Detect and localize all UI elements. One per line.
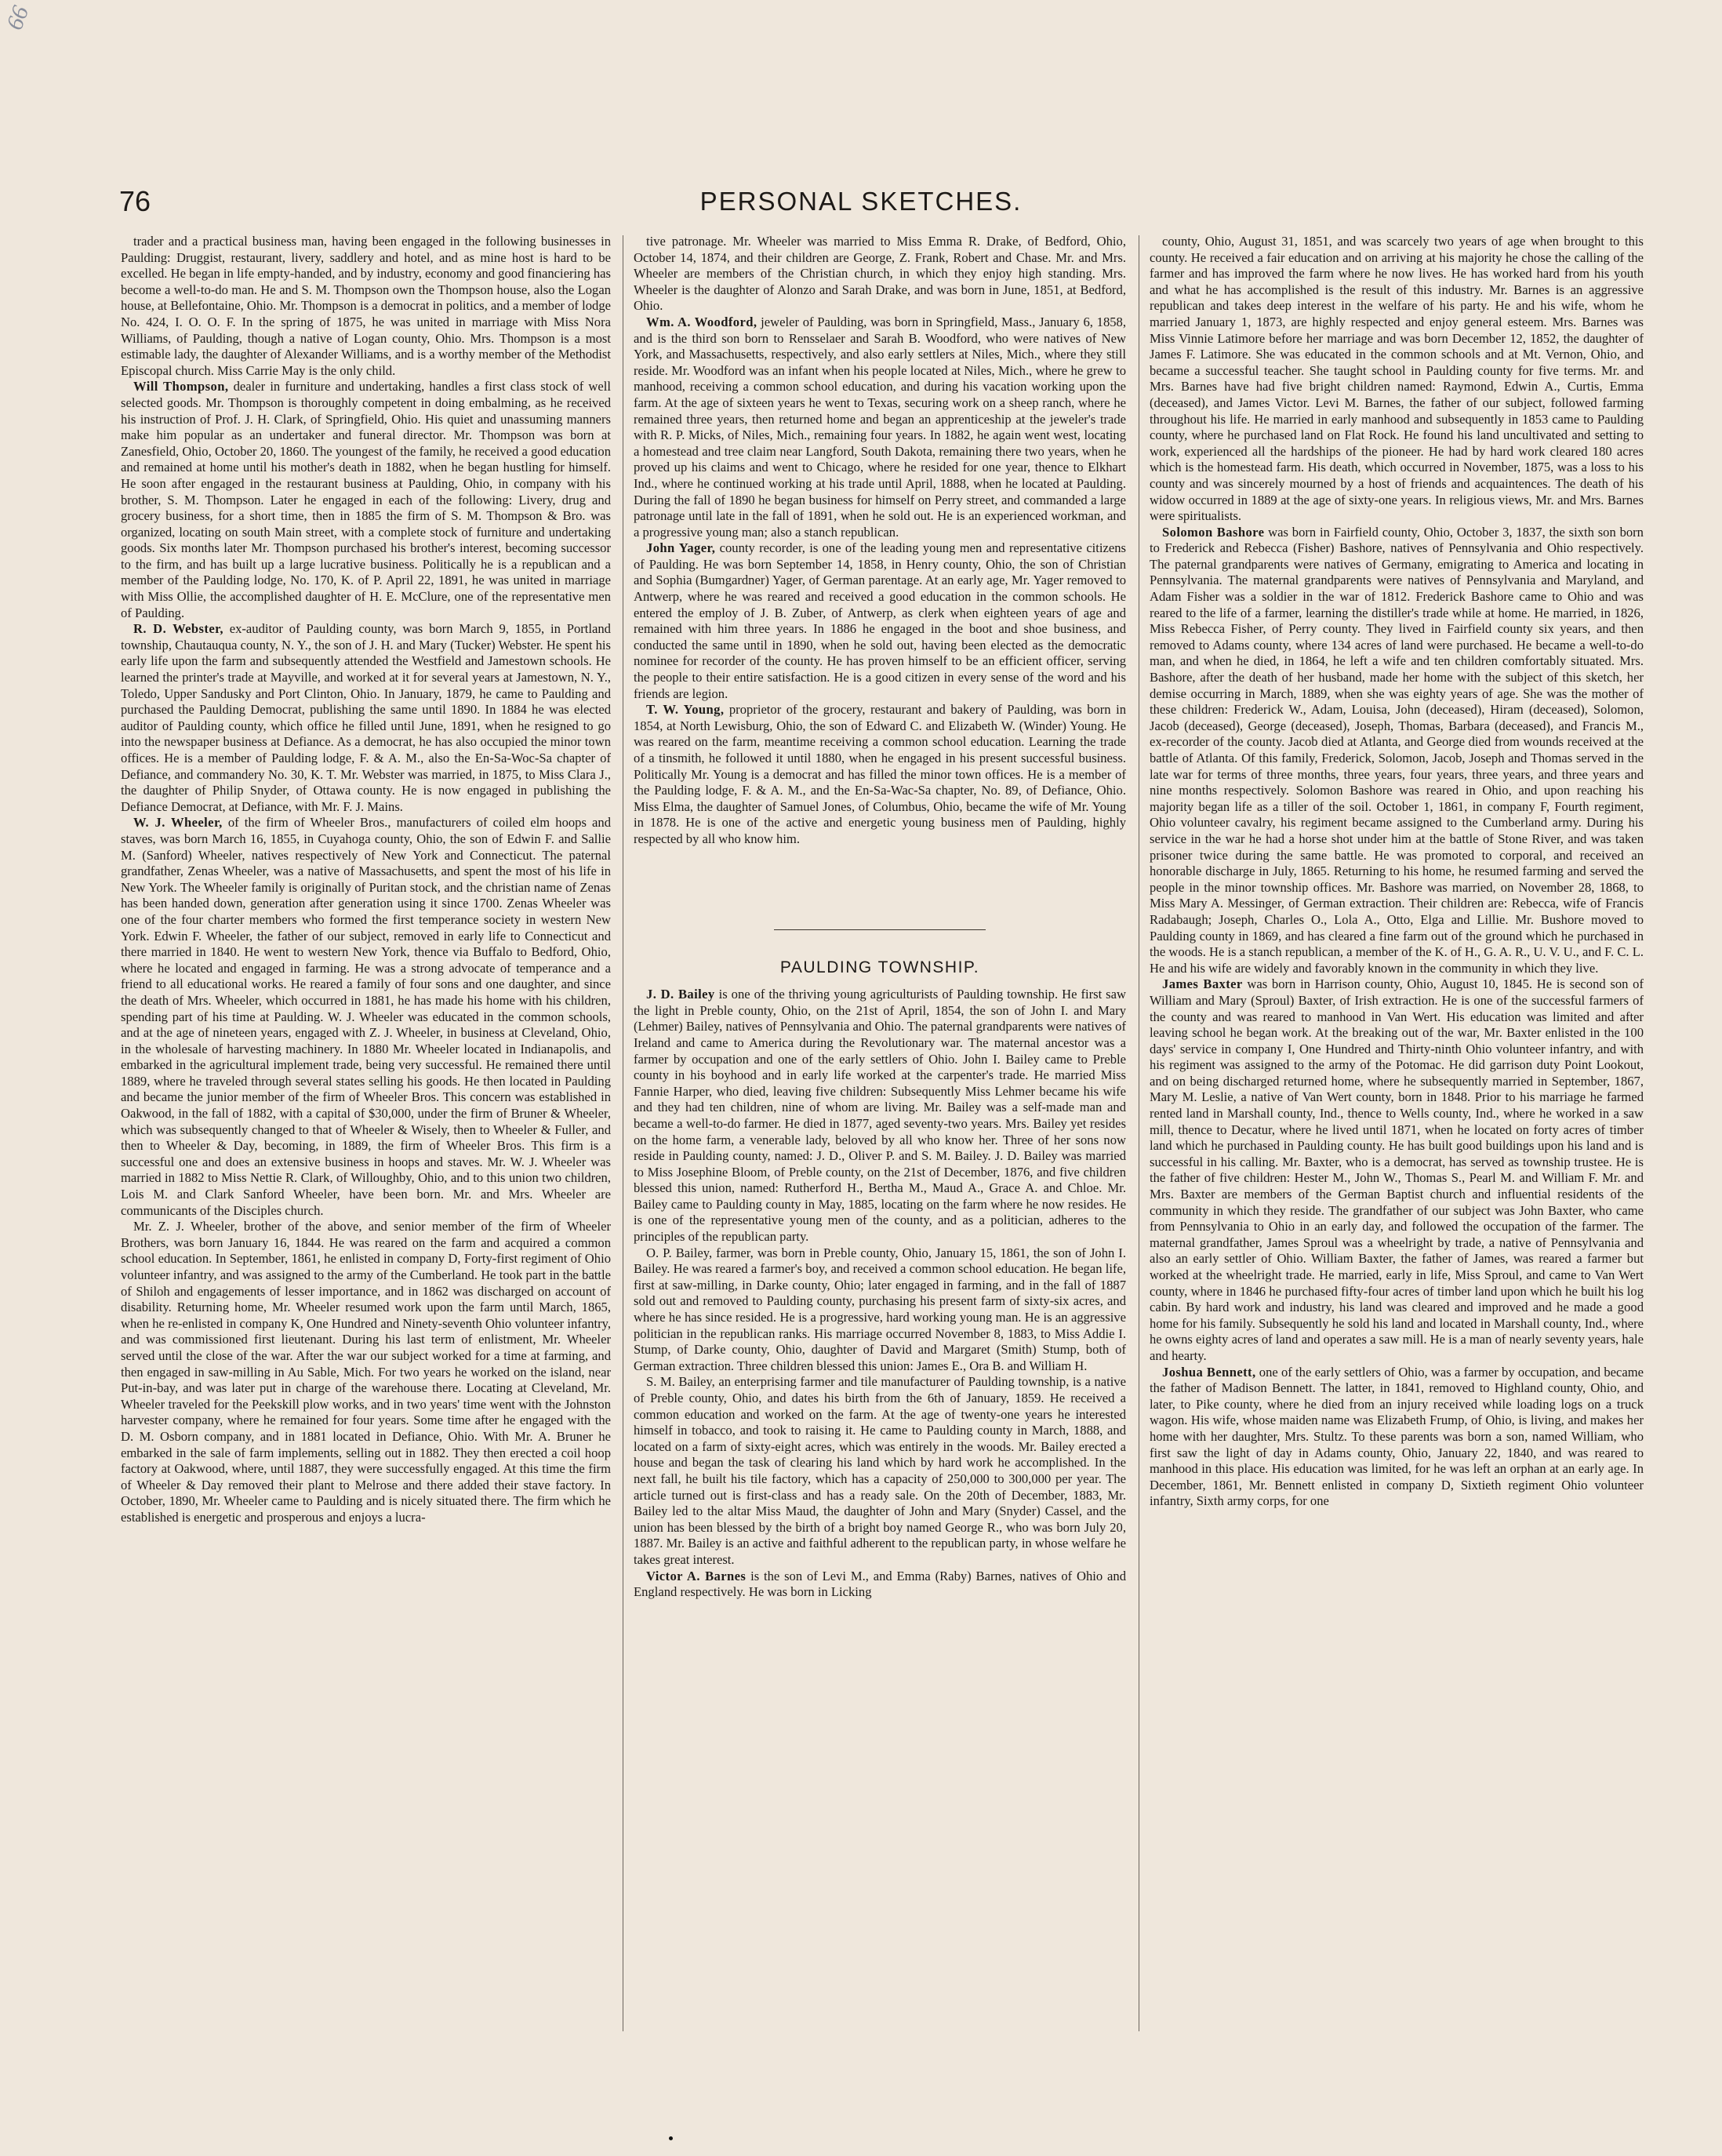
sketch-name: Solomon Bashore — [1162, 524, 1265, 540]
paragraph-text: jeweler of Paulding, was born in Springfield, Mass., January 6, 1858, and is the third son born to Rensselaer and Sarah B. Woodford, who were natives of New York, and Massachusetts, respectively, and also early settlers at Niles, Mich., where they still reside. Mr. Woodford was an infant when his people located at Niles, Mich., where he grew to manhood, receiving a common school education, and during his vacation working upon the farm. At the age of sixteen years he went to Texas, securing work on a sheep ranch, where he remained three years, then returned home and began an apprenticeship at the jeweler's trade with R. P. Micks, of Niles, Mich., remaining four years. In 1882, he again went west, locating a homestead and tree claim near Langford, South Dakota, remaining there two years, when he proved up his claims and went to Chicago, where he resided for one year, thence to Elkhart Ind., where he continued working at his trade until April, 1888, when he located at Paulding. During the fall of 1890 he began business for himself on Perry street, and commanded a large patronage until late in the fall of 1891, when he sold out. He is an experienced workman, and a progressive young man; also a stanch republican. — [634, 314, 1126, 540]
paragraph — [1150, 234, 1644, 525]
paragraph — [634, 1374, 1126, 1568]
paragraph — [634, 702, 1126, 847]
paragraph — [634, 1569, 1126, 1601]
paragraph — [121, 234, 611, 379]
paragraph-text: S. M. Bailey, an enterprising farmer and tile manufacturer of Paulding township, is a native of Preble county, Ohio, and dates his birth from the 6th of January, 1859. He received a common education and worked on the farm. At the age of twenty-one years he interested himself in tobacco, and took to raising it. He came to Paulding county in March, 1888, and located on a farm of sixty-eight acres, which was entirely in the woods. Mr. Bailey erected a house and began the task of clearing his land which by hard work he accomplished. In the next fall, he built his tile factory, which has a capacity of 250,000 to 300,000 per year. The article turned out is first-class and has a ready sale. On the 20th of December, 1883, Mr. Bailey led to the altar Miss Maud, the daughter of John and Mary (Snyder) Cassel, and the union has been blessed by the birth of a bright boy named George R., who was born July 20, 1887. Mr. Bailey is an active and faithful adherent to the republican party, in whose welfare he takes great interest. — [634, 1374, 1126, 1567]
sketch-name: R. D. Webster, — [133, 621, 223, 637]
sketch-name: T. W. Young, — [646, 702, 725, 718]
paragraph-text: O. P. Bailey, farmer, was born in Preble county, Ohio, January 15, 1861, the son of John I. Bailey. He was reared a farmer's boy, and received a common school education. He began life, first at saw-milling, in Darke county, Ohio; later engaged in farming, and in the fall of 1887 sold out and removed to Paulding county, purchasing his present farm of sixty-six acres, and where he has since resided. He is a progressive, hard working young man. He is an aggressive politician in the republican ranks. His marriage occurred November 8, 1883, to Miss Addie I. Stump, of Darke county, Ohio, daughter of David and Margaret (Smith) Stump, both of German extraction. Three children blessed this union: James E., Ora B. and William H. — [634, 1245, 1126, 1373]
paragraph-text: Mr. Z. J. Wheeler, brother of the above, and senior member of the firm of Wheeler Brothers, was born January 16, 1844. He was reared on the farm and acquired a common school education. In September, 1861, he enlisted in company D, Forty-first regiment of Ohio volunteer infantry, and was assigned to the army of the Cumberland. He took part in the battle of Shiloh and engagements of lesser importance, and in 1862 was discharged on account of disability. Returning home, Mr. Wheeler resumed work upon the farm until March, 1865, when he re-enlisted in company K, One Hundred and Ninety-seventh Ohio volunteer infantry, and was commissioned first lieutenant. During his last term of enlistment, Mr. Wheeler served until the close of the war. After the war our subject worked for a time at farming, and then engaged in saw-milling in Au Sable, Mich. For two years he worked on the island, near Put-in-bay, and was later put in charge of the warehouse there. Locating at Cleveland, Mr. Wheeler traveled for the Peekskill plow works, and in two years' time went with the Johnston harvester company, where he remained for four years. Some time after he engaged with the D. M. Osborn company, and in 1881 located in Defiance, Ohio. With Mr. A. Bruner he embarked in the sale of farm implements, selling out in 1882. They then erected a coil hoop factory at Oakwood, where, until 1887, they were successfully engaged. At this time the firm of Wheeler & Day removed their plant to Melrose and there added their stave factory. In October, 1890, Mr. Wheeler came to Paulding and is nicely situated there. The firm which he established is energetic and prosperous and enjoys a lucra- — [121, 1219, 611, 1525]
sketch-name: W. J. Wheeler, — [133, 815, 223, 831]
sketch-name: Wm. A. Woodford, — [646, 314, 757, 329]
paragraph — [634, 540, 1126, 702]
paragraph-text: was born in Fairfield county, Ohio, October 3, 1837, the sixth son born to Frederick and Rebecca (Fisher) Bashore, natives of Pennsylvania and Ohio respectively. The paternal grandparents were natives of Germany, emigrating to America and locating in Pennsylvania. The maternal grandparents were natives of Pennsylvania and Maryland, and Adam Fisher was a soldier in the war of 1812. Frederick Bashore came to Ohio and was reared to the life of a farmer, learning the distiller's trade while at home. He married, in 1826, Miss Rebecca Fisher, of Perry county. They lived in Fairfield county six years, and then removed to Adams county, where 134 acres of land were purchased. He became a well-to-do man, and when he died, in 1864, he left a wife and ten children comfortably situated. Mrs. Bashore, after the death of her husband, made her home with the subject of this sketch, her demise occurring in March, 1889, when she was eighty years of age. She was the mother of these children: Frederick W., Adam, Louisa, John (deceased), Hiram (deceased), Solomon, Jacob (deceased), George (deceased), Joseph, Thomas, Barbara (deceased), and Francis M., ex-recorder of the county. Jacob died at Atlanta, and George died from wounds received at the battle of Atlanta. Of this family, Frederick, Solomon, Jacob, Joseph and Thomas served in the late war for terms of three months, three years, four years, three years, and three years and nine months respectively. Solomon Bashore was reared in Ohio, and upon reaching his majority began life as a tiller of the soil. October 1, 1861, in company F, Fourth regiment, Ohio volunteer cavalry, his regiment became assigned to the Cumberland army. During his service in the war he had a horse shot under him at the battle of Stone River, and was taken prisoner twice during the same battle. He was promoted to corporal, and received an honorable discharge in July, 1865. Returning to his home, he resumed farming and served the people in the minor township offices. Mr. Bashore was married, on November 28, 1868, to Miss Mary A. Messinger, of German extraction. Their children are: Rebecca, wife of Francis Radabaugh; Joseph, Charles O., Lola A., Otto, Elga and Lillie. Mr. Bushore moved to Paulding county in 1869, and has cleared a fine farm out of the ground which he purchased in the woods. He is a stanch republican, a member of the K. of H., G. A. R., U. V. U., and F. C. L. He and his wife are widely and favorably known in the community in which they live. — [1150, 524, 1644, 976]
sketch-name: James Baxter — [1162, 976, 1243, 992]
paragraph-text: proprietor of the grocery, restaurant and bakery of Paulding, was born in 1854, at North Lewisburg, Ohio, the son of Edward C. and Elizabeth W. (Winder) Young. He was reared on the farm, meantime receiving a common school education. Learning the trade of a tinsmith, he followed it until 1880, when he engaged in his present successful business. Politically Mr. Young is a democrat and has filled the minor town offices. He is a member of the Paulding lodge, F. & A. M., and the En-Sa-Wac-Sa chapter, No. 89, of Defiance, Ohio. Miss Elma, the daughter of Samuel Jones, of Columbus, Ohio, became the wife of Mr. Young in 1878. He is one of the active and energetic young business men of Paulding, highly respected by all who know him. — [634, 702, 1126, 846]
print-speck — [669, 2136, 673, 2140]
paragraph-text: ex-auditor of Paulding county, was born March 9, 1855, in Portland township, Chautauqua county, N. Y., the son of J. H. and Mary (Tucker) Webster. He spent his early life upon the farm and subsequently attended the Westfield and Jamestown schools. He learned the printer's trade at Mayville, and worked at it for several years at Jamestown, N. Y., Toledo, Upper Sandusky and Port Clinton, Ohio. In January, 1879, he came to Paulding and purchased the Paulding Democrat, publishing the same until 1890. In 1884 he was elected auditor of Paulding county, which office he filled until June, 1891, when he resigned to go into the newspaper business at Defiance. As a democrat, he has also occupied the minor town offices. He is a member of Paulding lodge, F. & A. M., also the En-Sa-Woc-Sa chapter of Defiance, and commandery No. 30, K. T. Mr. Webster was married, in 1875, to Miss Clara J., the daughter of Philip Snyder, of Ottawa county. He is now engaged in publishing the Defiance Democrat, at Defiance, with Mr. F. J. Mains. — [121, 621, 611, 814]
paragraph — [121, 621, 611, 815]
paragraph-text: county recorder, is one of the leading young men and representative citizens of Paulding. He was born September 14, 1858, in Henry county, Ohio, the son of Christian and Sophia (Bumgardner) Yager, of German parentage. At an early age, Mr. Yager removed to Antwerp, where he was reared and received a good education in the common schools. He entered the employ of J. B. Zuber, of Antwerp, as clerk when eighteen years of age and remained with him three years. In 1886 he engaged in the boot and shoe business, and conducted the same until in 1890, when he sold out, having been elected as the democratic nominee for recorder of the county. He has proven himself to be an efficient officer, serving the people to their entire satisfaction. He is a good citizen in every sense of the word and his friends are legion. — [634, 540, 1126, 701]
paragraph-text: one of the early settlers of Ohio, was a farmer by occupation, and became the father of Madison Bennett. The latter, in 1841, removed to Highland county, Ohio, and later, to Pike county, where he died from an injury received while loading logs on a truck wagon. His wife, whose maiden name was Elizabeth Frump, of Ohio, is living, and makes her home with her daughter, Mrs. Stultz. To these parents was born a son, named William, who first saw the light of day in Adams county, Ohio, January 22, 1840, and was reared to manhood in this place. His education was limited, for he was left an orphan at an early age. In December, 1861, Mr. Bennett enlisted in company D, Sixtieth regiment Ohio volunteer infantry, Sixth army corps, for one — [1150, 1364, 1644, 1509]
section-title: PAULDING TOWNSHIP. — [779, 958, 980, 976]
paragraph-text: tive patronage. Mr. Wheeler was married to Miss Emma R. Drake, of Bedford, Ohio, October 14, 1874, and their children are George, Z. Frank, Robert and Chase. Mr. and Mrs. Wheeler are members of the Christian church, in which they enjoy high standing. Mrs. Wheeler is the daughter of Alonzo and Sarah Drake, and was born in June, 1851, at Bedford, Ohio. — [634, 234, 1126, 314]
page-number: 76 — [119, 185, 151, 217]
paragraph-text: was born in Harrison county, Ohio, August 10, 1845. He is second son of William and Mary (Sproul) Baxter, of Irish extraction. He is one of the successful farmers of the county and was reared to manhood in Van Wert. His education was limited and after leaving school he began work. At the breaking out of the war, Mr. Baxter enlisted in the 100 days' service in company I, One Hundred and Thirty-ninth Ohio volunteer infantry, and with his regiment was assigned to the army of the Potomac. He did garrison duty Point Lookout, and on being discharged returned home, where he subsequently married in September, 1867, Mary M. Leslie, a native of Van Wert county, born in 1848. Prior to his marriage he farmed rented land in Marshall county, Ind., thence to Wells county, Ind., where he worked in a saw mill, thence to Decatur, where he lived until 1871, when he located on forty acres of timber land which he purchased in Paulding county. He has built good buildings upon his land and is successful in his calling. Mr. Baxter, who is a democrat, has served as township trustee. He is the father of five children: Hester M., John W., Thomas S., Pearl M. and William F. Mr. and Mrs. Baxter are members of the German Baptist church and influential residents of the community in which they reside. The grandfather of our subject was John Baxter, who came from Pennsylvania to Ohio in an early day, and followed the occupation of the farmer. The maternal grandfather, James Sproul was a wheelright by trade, a native of Pennsylvania and also an early settler of Ohio. William Baxter, the father of James, was reared a farmer but worked at the wheelright trade. He married, early in life, Miss Sproul, and came to Van Wert county, where in 1846 he purchased fifty-four acres of timber land upon which he built his log cabin. By hard work and industry, his land was cleared and improved and he made a good home for his family. Subsequently he sold his land and located in Marshall county, Ind., where he owns eighty acres of land and operates a saw mill. He is a man of nearly seventy years, hale and hearty. — [1150, 976, 1644, 1363]
running-head: PERSONAL SKETCHES. — [699, 187, 1023, 216]
paragraph — [121, 379, 611, 621]
paragraph — [634, 987, 1126, 1245]
paragraph — [121, 1219, 611, 1525]
section-divider — [774, 929, 986, 930]
paragraph — [634, 234, 1126, 314]
column-2 — [634, 234, 1126, 2038]
paragraph-text: dealer in furniture and undertaking, handles a first class stock of well selected goods. Mr. Thompson is thoroughly competent in doing embalming, as he received his instruction of Prof. J. H. Clark, of Springfield, Ohio. His quiet and unassuming manners make him popular as an undertaker and funeral director. Mr. Thompson was born at Zanesfield, Ohio, October 20, 1860. The youngest of the family, he received a good education and remained at home until his mother's death in 1882, when he began hustling for himself. He soon after engaged in the restaurant business at Paulding, Ohio, in company with his brother, S. M. Thompson. Later he engaged in each of the following: Livery, drug and grocery business, for a short time, then in 1885 the firm of S. M. Thompson & Bro. was organized, locating on south Main street, with a complete stock of furniture and undertaking goods. Six months later Mr. Thompson purchased his brother's interest, becoming successor to the firm, and has built up a large lucrative business. Politically he is a republican and a member of the Paulding lodge, No. 170, K. of P. April 22, 1891, he was united in marriage with Miss Ollie, the accomplished daughter of H. E. McClure, one of the representative men of Paulding. — [121, 379, 611, 620]
sketch-name: John Yager, — [646, 540, 716, 556]
paragraph — [634, 1245, 1126, 1375]
margin-mark: 66 — [1, 2, 35, 34]
paragraph-text: of the firm of Wheeler Bros., manufacturers of coiled elm hoops and staves, was born March 16, 1855, in Cuyahoga county, Ohio, the son of Edwin F. and Sallie M. (Sanford) Wheeler, natives respectively of New York and Connecticut. The paternal grandfather, Zenas Wheeler, was a native of Massachusetts, and spent the most of his life in New York. The Wheeler family is originally of Puritan stock, and the christian name of Zenas has been handed down, generation after generation using it since 1700. Zenas Wheeler was one of the four charter members who formed the first temperance society in western New York. Edwin F. Wheeler, the father of our subject, removed in early life to Connecticut and there married in 1840. He went to western New York, thence via Buffalo to Bedford, Ohio, where he located and engaged in farming. He was a strong advocate of temperance and a friend to all educational works. He reared a family of four sons and one daughter, and since the death of Mrs. Wheeler, which occurred in 1881, he has made his home with his children, spending part of his time at Paulding. W. J. Wheeler was educated in the common schools, and at the age of nineteen years, engaged with Z. J. Wheeler, in business at Cleveland, Ohio, in the wholesale of harvesting machinery. In 1880 Mr. Wheeler located in Indianapolis, and embarked in the agricultural implement trade, being very successful. He remained there until 1889, where he traveled through several states selling his goods. He then located in Paulding and became the junior member of the firm of Wheeler Bros. This concern was established in Oakwood, in the fall of 1882, with a capital of $30,000, under the firm of Bruner & Wheeler, which was subsequently changed to that of Wheeler & Wisely, then to Wheeler & Fuller, and then to Wheeler & Day, becoming, in 1889, the firm of Wheeler Bros. This firm is a successful one and does an extensive business in hoops and staves. Mr. W. J. Wheeler was married in 1882 to Miss Nettie R. Clark, of Willoughby, Ohio, and to this union two children, Lois M. and Clark Sanford Wheeler, have been born. Mr. and Mrs. Wheeler are communicants of the Disciples church. — [121, 815, 611, 1218]
paragraph-text: county, Ohio, August 31, 1851, and was scarcely two years of age when brought to this county. He received a fair education and on arriving at his majority he chose the calling of the farmer and has improved the farm where he now lives. He has worked hard from his youth and what he has accomplished is the result of this industry. Mr. Barnes is an aggressive republican and takes deep interest in the welfare of his party. He and his wife, whom he married January 1, 1873, are highly respected and enjoy general esteem. Mrs. Barnes was Miss Vinnie Latimore before her marriage and was born December 12, 1852, the daughter of James F. Latimore. She was educated in the common schools and at Mt. Vernon, Ohio, and became a successful teacher. She taught school in Paulding county for five terms. Mr. and Mrs. Barnes have had five bright children named: Raymond, Edwin A., Curtis, Emma (deceased), and James Victor. Levi M. Barnes, the father of our subject, followed farming throughout his life. He married in early manhood and subsequently in 1853 came to Paulding county, where he purchased land on Flat Rock. He found his land uncultivated and setting to work, experienced all the hardships of the pioneer. He had by hard work cleared 180 acres which is the homestead farm. His death, which occurred in November, 1875, was a loss to his county and was sincerely mourned by a host of friends and acquaintences. The death of his widow occurred in 1889 at the age of sixty-one years. In religious views, Mr. and Mrs. Barnes were spiritualists. — [1150, 234, 1644, 524]
paragraph — [1150, 976, 1644, 1364]
sketch-name: Victor A. Barnes — [646, 1568, 747, 1583]
paragraph — [121, 815, 611, 1219]
column-1 — [121, 234, 611, 2038]
column-3 — [1150, 234, 1644, 2038]
paragraph-text: is one of the thriving young agriculturists of Paulding township. He first saw the light in Preble county, Ohio, on the 21st of April, 1854, the son of John I. and Mary (Lehmer) Bailey, natives of Pennsylvania and Ohio. The paternal grandparents were natives of Ireland and came to America during the Revolutionary war. The maternal ancestor was a farmer by occupation and one of the early settlers of Ohio. John I. Bailey came to Preble county in his boyhood and in early life worked at the carpenter's trade. He married Miss Fannie Harper, who died, leaving five children: Subsequently Miss Lehmer became his wife and they had ten children, nine of whom are living. Mr. Bailey was a self-made man and became a well-to-do farmer. He died in 1877, aged seventy-two years. Mrs. Bailey yet resides on the home farm, a venerable lady, beloved by all who know her. Three of her sons now reside in Paulding county, named: J. D., Oliver P. and S. M. Bailey. J. D. Bailey was married to Miss Josephine Bloom, of Preble county, on the 21st of December, 1876, and five children blessed this union, named: Rutherford H., Bertha M., Maud A., Grace A. and Chloe. Mr. Bailey came to Paulding county in May, 1885, locating on the farm where he now resides. He is one of the representative young men of the county, and as a politician, adheres to the principles of the republican party. — [634, 987, 1126, 1245]
paragraph — [1150, 525, 1644, 977]
paragraph — [1150, 1365, 1644, 1510]
sketch-name: J. D. Bailey — [646, 987, 715, 1002]
paragraph-text: trader and a practical business man, having been engaged in the following businesses in Paulding: Druggist, restaurant, livery, saddlery and hotel, and as mine host is hard to be excelled. He began in life empty-handed, and by industry, economy and good financiering has become a well-to-do man. He and S. M. Thompson own the Thompson house, also the Logan house, at Bellefontaine, Ohio. Mr. Thompson is a democrat in politics, and a member of lodge No. 424, I. O. O. F. In the spring of 1875, he was united in marriage with Miss Nora Williams, of Paulding, though a native of Logan county, Ohio. Mrs. Thompson is a most estimable lady, the daughter of Alexander Williams, and is a worthy member of the Methodist Episcopal church. Miss Carrie May is the only child. — [121, 234, 611, 378]
paragraph-text: is the son of Levi M., and Emma (Raby) Barnes, natives of Ohio and England respectively. He was born in Licking — [634, 1568, 1126, 1600]
paragraph — [634, 314, 1126, 540]
sketch-name: Joshua Bennett, — [1162, 1364, 1256, 1380]
sketch-name: Will Thompson, — [133, 379, 229, 394]
